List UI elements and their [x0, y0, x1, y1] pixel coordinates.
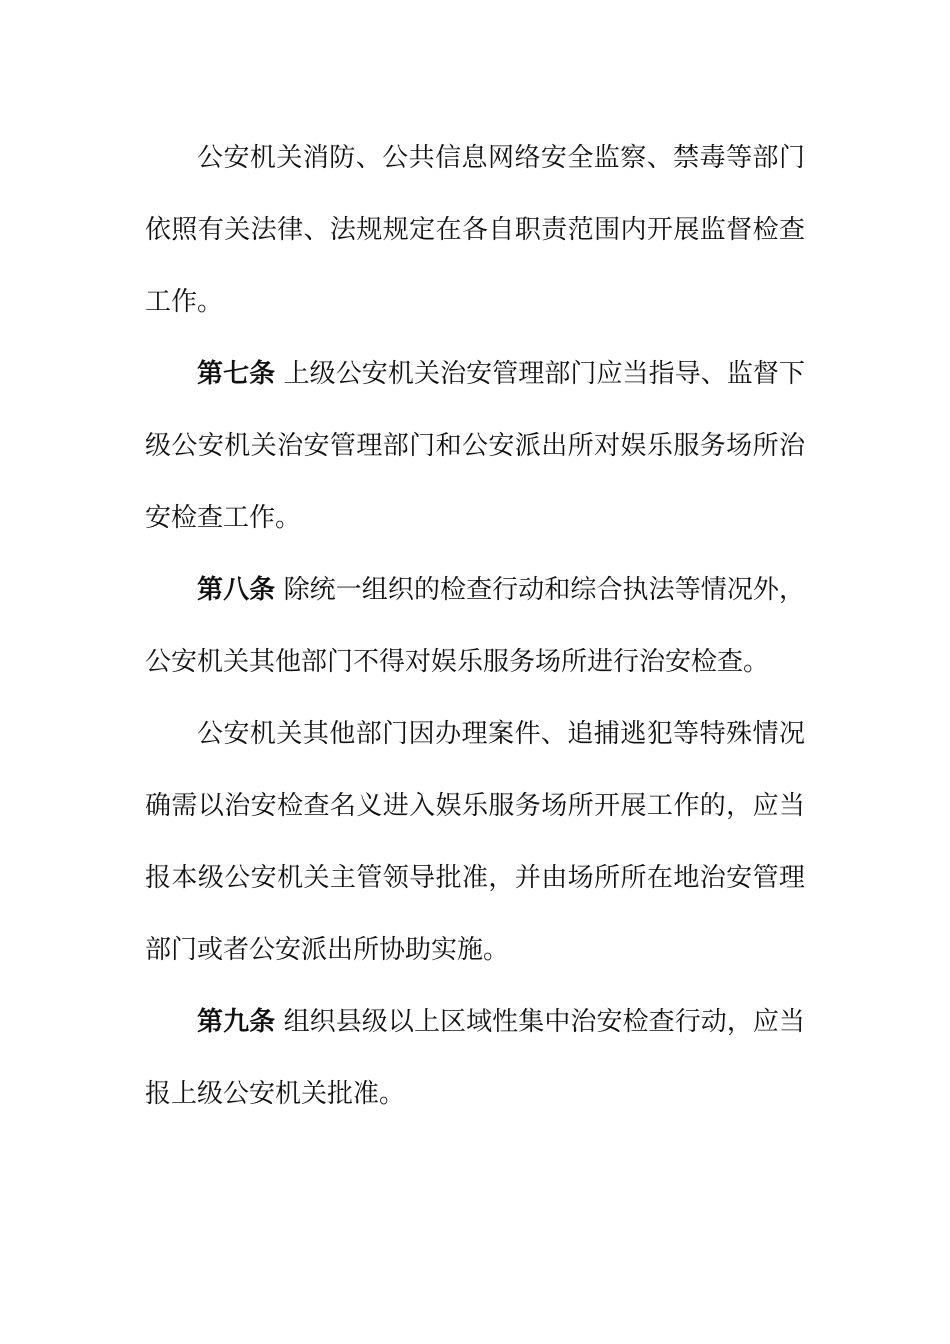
paragraph-text: 公安机关消防、公共信息网络安全监察、禁毒等部门依照有关法律、法规规定在各自职责范围内开展监督检查工作。 — [145, 143, 805, 317]
article-7-paragraph — [145, 338, 805, 554]
article-number: 第八条 — [197, 575, 276, 605]
paragraph-text: 公安机关其他部门因办理案件、追捕逃犯等特殊情况确需以治安检查名义进入娱乐服务场所开展工作的，应当报本级公安机关主管领导批准，并由场所所在地治安管理部门或者公安派出所协助实施。 — [145, 719, 805, 965]
paragraph-text: 组织县级以上区域性集中治安检查行动，应当报上级公安机关批准。 — [145, 1007, 805, 1109]
article-number: 第七条 — [197, 359, 276, 389]
paragraph-text: 上级公安机关治安管理部门应当指导、监督下级公安机关治安管理部门和公安派出所对娱乐服务场所治安检查工作。 — [145, 359, 805, 533]
article-8-paragraph — [145, 554, 805, 698]
article-number: 第九条 — [197, 1007, 276, 1037]
paragraph-text: 除统一组织的检查行动和综合执法等情况外，公安机关其他部门不得对娱乐服务场所进行治安检查。 — [145, 575, 805, 677]
paragraph — [145, 122, 805, 338]
article-9-paragraph — [145, 986, 805, 1130]
document-body — [145, 122, 805, 1130]
paragraph — [145, 698, 805, 986]
